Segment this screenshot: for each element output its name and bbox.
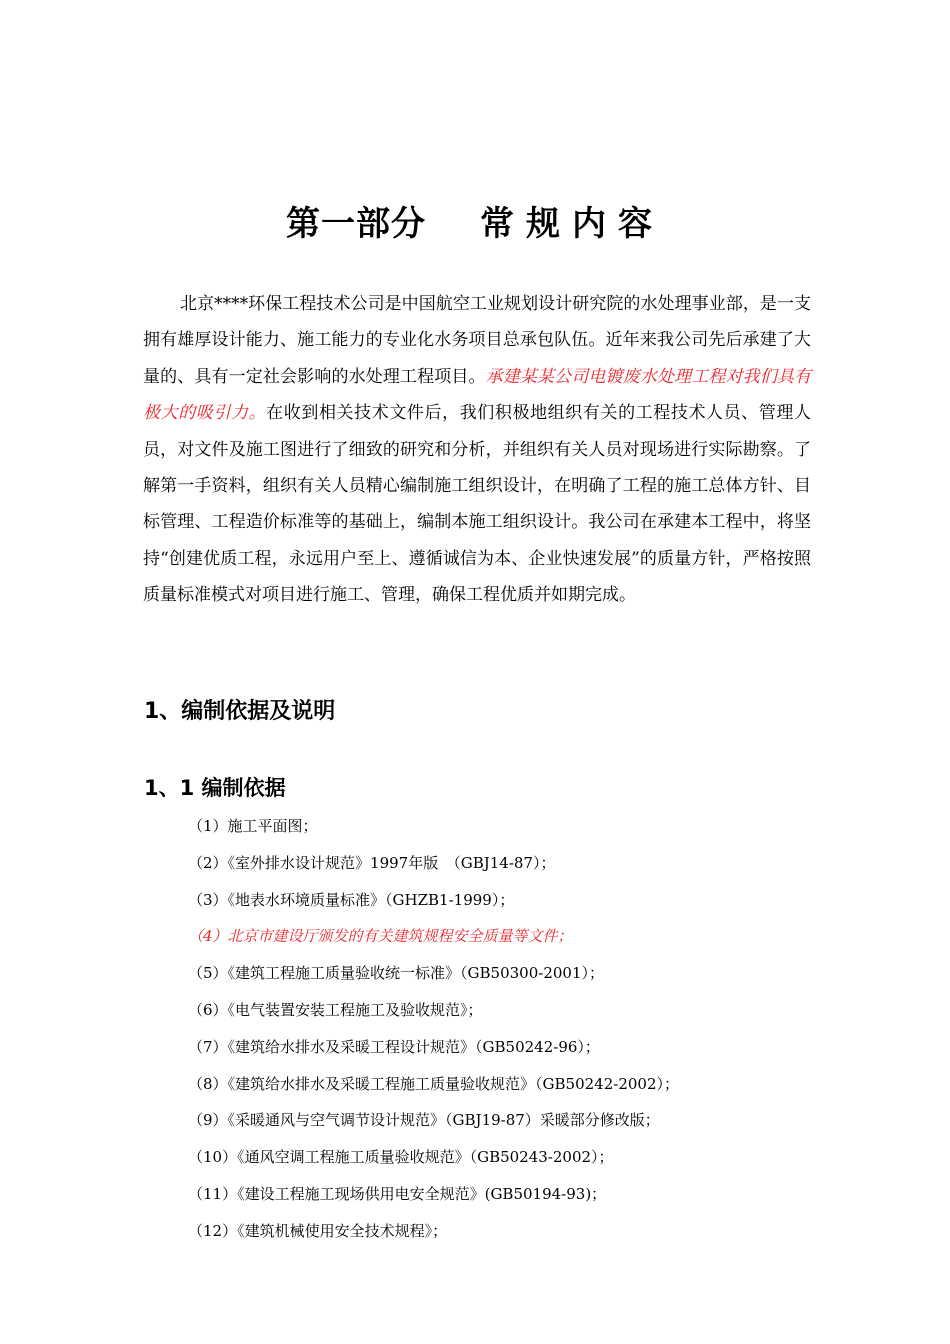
intro-text-before: 北京****环保工程技术公司是中国航空工业规划设计研究院的水处理事业部，是一支拥有雄厚设计能力、施工能力的专业化水务项目总承包队伍。近年来我公司先后承建了大量的、具有一定社会影响的水处理工程项目。	[143, 294, 811, 387]
basis-item: （9）《采暖通风与空气调节设计规范》（GBJ19-87）采暖部分修改版；	[188, 1111, 660, 1130]
title-name: 常规内容	[480, 203, 664, 244]
basis-item: （12）《建筑机械使用安全技术规程》；	[188, 1221, 448, 1240]
basis-item: （1）施工平面图；	[188, 817, 318, 835]
basis-item: （5）《建筑工程施工质量验收统一标准》（GB50300-2001）；	[188, 964, 605, 983]
basis-item-highlighted: （4）北京市建设厅颁发的有关建筑规程安全质量等文件；	[188, 927, 573, 946]
page-title	[0, 199, 950, 249]
basis-item: （2）《室外排水设计规范》1997年版 （GBJ14-87）；	[188, 853, 556, 872]
basis-item: （3）《地表水环境质量标准》（GHZB1-1999）；	[188, 890, 515, 909]
basis-item: （8）《建筑给水排水及采暖工程施工质量验收规范》（GB50242-2002）；	[188, 1074, 680, 1093]
basis-item: （6）《电气装置安装工程施工及验收规范》；	[188, 1000, 483, 1019]
basis-item: （10）《通风空调工程施工质量验收规范》（GB50243-2002）；	[188, 1148, 614, 1167]
intro-highlight: 承建某某公司电镀废水处理工程对我们具有极大的吸引力。	[143, 366, 812, 424]
intro-paragraph	[143, 286, 811, 614]
basis-list	[188, 808, 828, 1250]
basis-item: （11）《建设工程施工现场供用电安全规范》(GB50194-93)；	[188, 1184, 607, 1203]
section-heading: 1、编制依据及说明	[144, 699, 336, 724]
subsection-heading: 1、1 编制依据	[144, 776, 286, 800]
title-part: 第一部分	[286, 203, 426, 244]
basis-item: （7）《建筑给水排水及采暖工程设计规范》（GB50242-96）；	[188, 1037, 600, 1056]
intro-text-after: 在收到相关技术文件后，我们积极地组织有关的工程技术人员、管理人员，对文件及施工图进行了细致的研究和分析，并组织有关人员对现场进行实际勘察。了解第一手资料，组织有关人员精心编制施工组织设计，在明确了工程的施工总体方针、目标管理、工程造价标准等的基础上，编制本施工组织设计。我公司在承建本工程中，将坚持“创建优质工程，永远用户至上、遵循诚信为本、企业快速发展”的质量方针，严格按照质量标准模式对项目进行施工、管理，确保工程优质并如期完成。	[143, 403, 812, 606]
